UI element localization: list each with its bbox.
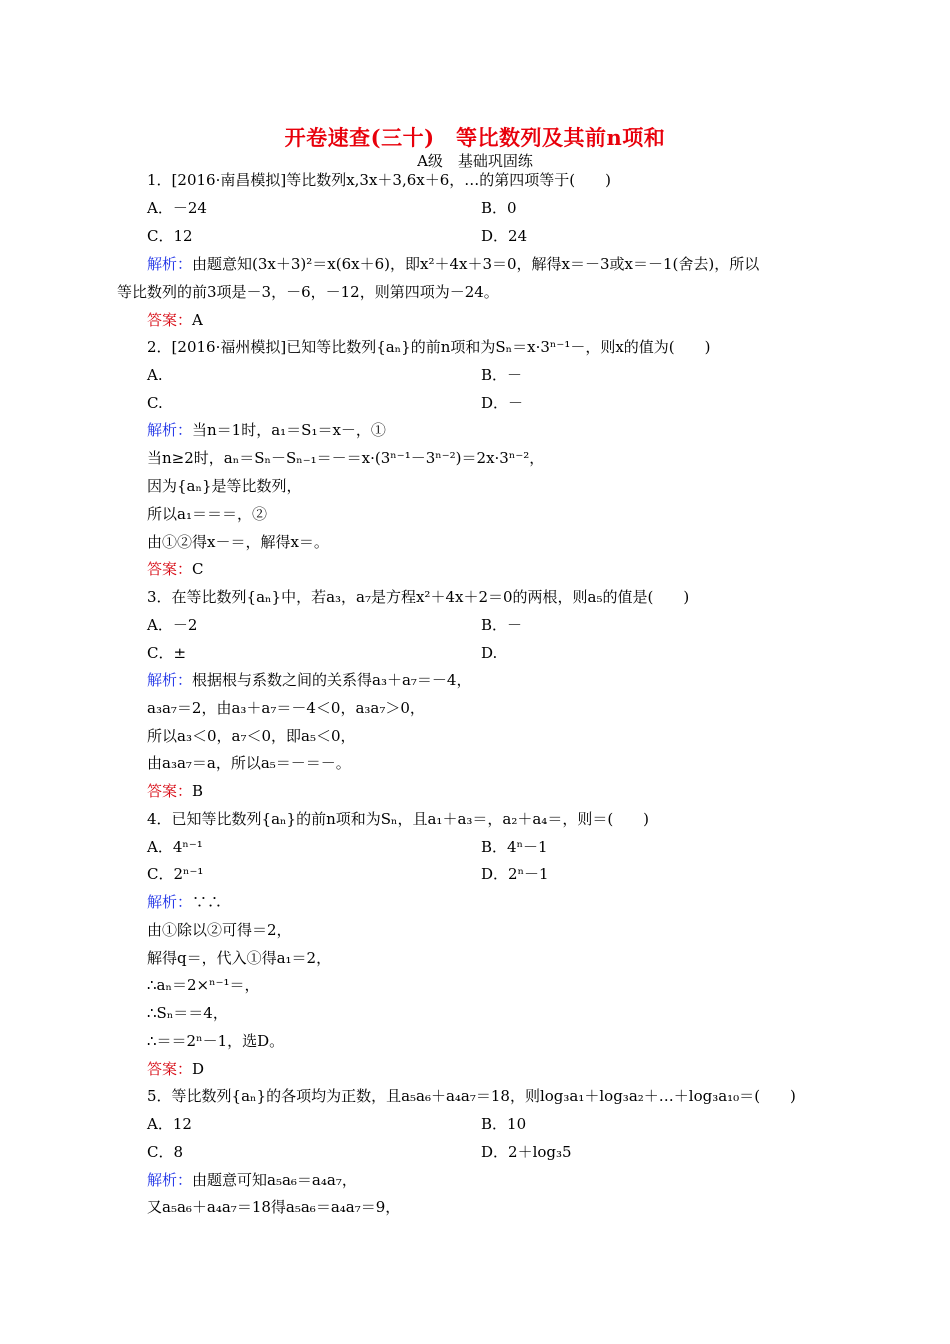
answer-label: 答案： [147, 1060, 193, 1078]
q4-option-a: A．4ⁿ⁻¹ [147, 838, 203, 856]
q2-answer-value: C [192, 560, 204, 578]
analysis-label: 解析： [147, 671, 193, 689]
analysis-label: 解析： [147, 421, 193, 439]
q4-analysis-text-1: ∵∴ [192, 893, 223, 911]
q5-option-d: D．2＋log₃5 [481, 1143, 572, 1161]
q4-option-b: B．4ⁿ－1 [481, 838, 548, 856]
q2-answer [147, 559, 204, 579]
q3-option-a: A．－2 [147, 616, 198, 634]
q1-analysis-text-1: 由题意知(3x＋3)²＝x(6x＋6)，即x²＋4x＋3＝0，解得x＝－3或x＝－1(舍去)，所以 [192, 255, 760, 273]
q3-answer [147, 781, 203, 801]
section-subtitle: A级 基础巩固练 [417, 152, 533, 170]
document-title: 开卷速查(三十) 等比数列及其前n项和 [284, 125, 666, 150]
q5-option-b: B．10 [481, 1115, 527, 1133]
analysis-label: 解析： [147, 1171, 193, 1189]
q1-option-a: A．－24 [147, 199, 207, 217]
q4-analysis-text-6: ∴＝＝2ⁿ－1，选D。 [147, 1032, 285, 1050]
answer-label: 答案： [147, 560, 193, 578]
question-5-stem: 5．等比数列{aₙ}的各项均为正数，且a₅a₆＋a₄a₇＝18，则log₃a₁＋log₃a₂＋…＋log₃a₁₀＝( ) [147, 1087, 796, 1105]
q3-option-b: B．－ [481, 616, 523, 634]
q2-option-c: C. [147, 394, 163, 412]
q2-option-a: A. [147, 366, 163, 384]
answer-label: 答案： [147, 311, 193, 329]
q2-option-d: D．－ [481, 394, 524, 412]
q3-analysis-text-2: a₃a₇＝2，由a₃＋a₇＝－4＜0，a₃a₇＞0， [147, 699, 425, 717]
q5-analysis-text-1: 由题意可知a₅a₆＝a₄a₇， [192, 1171, 357, 1189]
q4-answer [147, 1059, 204, 1079]
q4-analysis-text-5: ∴Sₙ＝＝4， [147, 1004, 228, 1022]
q2-analysis-text-5: 由①②得x－＝，解得x＝。 [147, 533, 329, 551]
q4-analysis-text-3: 解得q＝，代入①得a₁＝2， [147, 949, 332, 967]
q4-answer-value: D [192, 1060, 205, 1078]
analysis-label: 解析： [147, 893, 193, 911]
q2-option-b: B．－ [481, 366, 523, 384]
q1-answer-value: A [192, 311, 203, 329]
q3-answer-value: B [192, 782, 204, 800]
question-4-stem: 4．已知等比数列{aₙ}的前n项和为Sₙ，且a₁＋a₃＝，a₂＋a₄＝，则＝( ) [147, 810, 650, 828]
q2-analysis-text-1: 当n＝1时，a₁＝S₁＝x－，① [192, 421, 386, 439]
answer-label: 答案： [147, 782, 193, 800]
q1-answer [147, 310, 203, 330]
q1-analysis-text-2: 等比数列的前3项是－3，－6，－12，则第四项为－24。 [117, 283, 499, 301]
q5-analysis [147, 1170, 357, 1190]
q4-analysis-text-2: 由①除以②可得＝2， [147, 921, 292, 939]
q1-option-b: B．0 [481, 199, 517, 217]
q1-analysis [147, 254, 759, 274]
q4-option-d: D．2ⁿ－1 [481, 865, 549, 883]
q3-analysis [147, 670, 471, 690]
q1-option-d: D．24 [481, 227, 528, 245]
q3-option-d: D. [481, 644, 498, 662]
question-1-stem: 1．[2016·南昌模拟]等比数列x,3x＋3,6x＋6，…的第四项等于( ) [147, 171, 611, 189]
analysis-label: 解析： [147, 255, 193, 273]
q5-option-a: A．12 [147, 1115, 192, 1133]
q3-option-c: C．± [147, 644, 187, 662]
q4-analysis [147, 892, 222, 912]
q1-option-c: C．12 [147, 227, 193, 245]
q2-analysis-text-3: 因为{aₙ}是等比数列， [147, 477, 302, 495]
q5-option-c: C．8 [147, 1143, 184, 1161]
q4-analysis-text-4: ∴aₙ＝2×ⁿ⁻¹＝， [147, 976, 260, 994]
q2-analysis [147, 420, 386, 440]
question-2-stem: 2．[2016·福州模拟]已知等比数列{aₙ}的前n项和为Sₙ＝x·3ⁿ⁻¹－，则x的值为( ) [147, 338, 711, 356]
q2-analysis-text-2: 当n≥2时，aₙ＝Sₙ－Sₙ₋₁＝－＝x·(3ⁿ⁻¹－3ⁿ⁻²)＝2x·3ⁿ⁻²， [147, 449, 545, 467]
q5-analysis-text-2: 又a₅a₆＋a₄a₇＝18得a₅a₆＝a₄a₇＝9， [147, 1198, 401, 1216]
q2-analysis-text-4: 所以a₁＝＝＝，② [147, 505, 267, 523]
q4-option-c: C．2ⁿ⁻¹ [147, 865, 204, 883]
q3-analysis-text-3: 所以a₃＜0，a₇＜0，即a₅＜0， [147, 727, 356, 745]
question-3-stem: 3．在等比数列{aₙ}中，若a₃，a₇是方程x²＋4x＋2＝0的两根，则a₅的值是( ) [147, 588, 690, 606]
q3-analysis-text-4: 由a₃a₇＝a，所以a₅＝－＝－。 [147, 754, 351, 772]
q3-analysis-text-1: 根据根与系数之间的关系得a₃＋a₇＝－4， [192, 671, 472, 689]
